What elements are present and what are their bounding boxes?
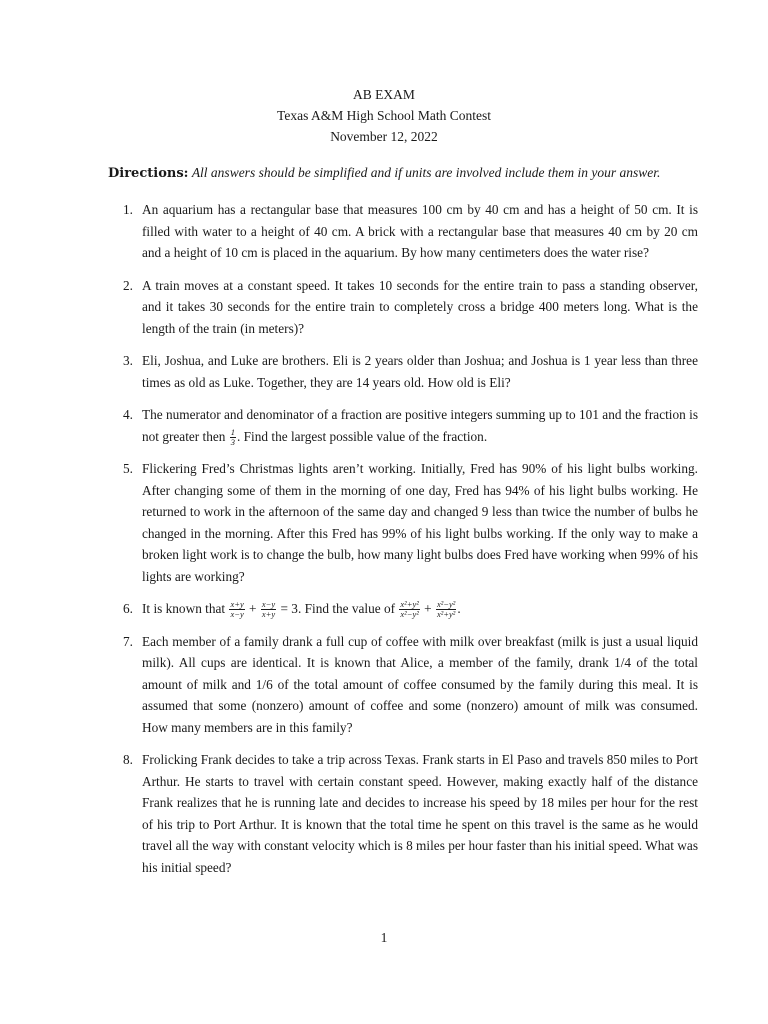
period: . [457,601,461,616]
problem-number: 1. [123,202,133,217]
problem-8 [108,749,698,878]
fraction-1 [229,600,244,619]
problem-text-before: The numerator and denominator of a fraction are positive integers summing up to 101 and the fraction is not greater then [142,407,698,444]
problem-7 [108,631,698,739]
fraction-2 [261,600,276,619]
problem-text-intro: It is known that [142,601,229,616]
problem-text: Eli, Joshua, and Luke are brothers. Eli is 2 years older than Joshua; and Joshua is 1 year less than three times as old as Luke. Together, they are 14 years old. How old is Eli? [142,353,698,390]
problem-1 [108,199,698,264]
problem-3 [108,350,698,393]
problem-text: Flickering Fred’s Christmas lights aren’t working. Initially, Fred has 90% of his light bulbs working. After changing some of them in the morning of one day, Fred has 94% of his light bulbs working. He returned to work in the afternoon of the same day and changed 9 less than twice the number of bulbs he changed in the morning. After this Fred has 99% of his light bulbs working. If the only way to make a broken light work is to change the bulb, how many light bulbs does Fred have working when 99% of his lights are working? [142,461,698,584]
problem-text-after: . Find the largest possible value of the fraction. [237,428,488,444]
problem-number: 6. [123,601,133,616]
problem-5 [108,458,698,587]
directions-label: Directions: [108,166,189,181]
directions-text: All answers should be simplified and if units are involved include them in your answer. [191,165,661,180]
plus-sign: + [249,601,257,616]
problem-text [142,598,698,620]
problem-number: 2. [123,277,133,293]
problem-6 [108,598,698,620]
fraction-numerator: x+y [230,599,244,610]
problem-text: Frolicking Frank decides to take a trip across Texas. Frank starts in El Paso and travels 850 miles to Port Arthur. He starts to travel with certain constant speed. However, making exactly half of the distance Frank realizes that he is running late and decides to increase his speed by 18 miles per hour for the rest of his trip to Port Arthur. It is known that the total time he spent on this travel is the same as he would travel all the way with constant velocity which is 8 miles per hour faster than his initial speed. What was his initial speed? [142,752,698,875]
fraction-denominator: x−y [230,609,244,620]
problem-text: An aquarium has a rectangular base that measures 100 cm by 40 cm and has a height of 50 cm. It is filled with water to a height of 40 cm. A brick with a rectangular base that measures 40 cm by 20 cm and a height of 10 cm is placed in the aquarium. By how many centimeters does the water rise? [142,202,698,260]
problem-4 [108,404,698,447]
exam-date: November 12, 2022 [330,129,438,144]
directions [108,163,708,184]
fraction-denominator: x²−y² [400,609,419,620]
fraction-denominator: x²+y² [436,609,456,620]
fraction-numerator: x²−y² [436,599,456,610]
problem-number: 7. [123,633,133,649]
fraction-numerator: x−y [261,599,276,610]
fraction-4 [436,600,456,619]
problem-number: 5. [123,461,133,476]
fraction-3 [399,600,419,619]
plus-sign: + [424,601,432,616]
fraction-denominator: x+y [261,609,276,620]
problem-text [142,404,698,447]
problem-list [108,199,698,889]
exam-title: AB EXAM [353,87,415,102]
equation-text: = 3. Find the value of [280,601,399,616]
page-number: 1 [380,930,388,945]
problem-text: A train moves at a constant speed. It takes 10 seconds for the entire train to pass a standing observer, and it takes 30 seconds for the entire train to completely cross a bridge 400 meters long. What is the length of the train (in meters)? [142,277,698,336]
problem-number: 8. [123,752,133,767]
fraction-denominator: 3 [230,436,236,447]
fraction-numerator: x²+y² [400,599,419,610]
contest-name: Texas A&M High School Math Contest [277,108,491,123]
fraction-one-third [230,428,236,447]
problem-text: Each member of a family drank a full cup of coffee with milk over breakfast (milk is just a usual liquid milk). All cups are identical. It is known that Alice, a member of the family, drank 1/4 of the total amount of milk and 1/6 of the total amount of coffee consumed by the family during this meal. It is assumed that some (nonzero) amount of coffee and some (nonzero) amount of milk was consumed. How many members are in this family? [142,633,698,735]
problem-number: 3. [123,353,133,368]
problem-number: 4. [123,407,133,422]
problem-2 [108,275,698,340]
fraction-numerator: 1 [230,426,236,437]
exam-header [0,84,768,147]
